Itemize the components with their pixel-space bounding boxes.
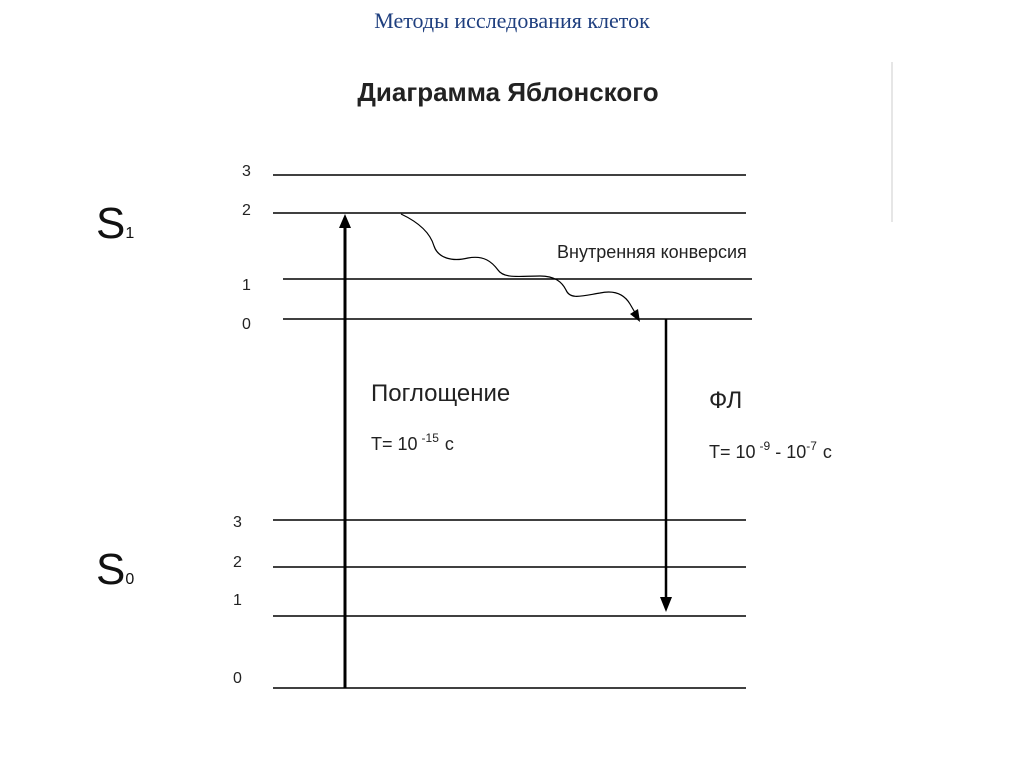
s1-level-1-label: 1 — [242, 277, 251, 294]
absorption-time-unit: с — [444, 434, 454, 454]
fluorescence-time-unit: с — [822, 442, 832, 462]
internal-conversion-arrow-head — [630, 309, 640, 322]
s1-level-2-label: 2 — [242, 202, 251, 219]
state-s1-subscript: 1 — [125, 225, 135, 242]
slide-title: Методы исследования клеток — [374, 8, 650, 33]
state-s0-subscript: 0 — [125, 571, 135, 588]
absorption-time-exponent: -15 — [421, 431, 439, 445]
s0-level-0-label: 0 — [233, 670, 242, 687]
absorption-time — [371, 431, 454, 454]
absorption-arrow-head — [339, 214, 351, 228]
internal-conversion-wavy-arrow — [401, 214, 637, 316]
fluorescence-time-exponent-1: -9 — [759, 439, 771, 453]
s1-level-3-label: 3 — [242, 163, 251, 180]
absorption-label: Поглощение — [371, 380, 511, 407]
fluorescence-time-mid: - 10 — [775, 442, 807, 462]
fluorescence-label: ФЛ — [709, 387, 743, 414]
fluorescence-time — [709, 439, 832, 462]
fluorescence-arrow-head — [660, 597, 672, 612]
s0-level-2-label: 2 — [233, 554, 242, 571]
state-s0-symbol: S — [96, 545, 126, 594]
state-s1-symbol: S — [96, 199, 126, 248]
s0-level-3-label: 3 — [233, 514, 242, 531]
state-s0-label — [96, 545, 134, 594]
s0-level-1-label: 1 — [233, 592, 242, 609]
absorption-time-prefix: T= 10 — [371, 434, 418, 454]
s1-level-0-label: 0 — [242, 316, 251, 333]
internal-conversion-label: Внутренняя конверсия — [557, 242, 747, 262]
state-s1-label — [96, 199, 134, 248]
diagram-title: Диаграмма Яблонского — [357, 77, 659, 107]
fluorescence-time-prefix: T= 10 — [709, 442, 756, 462]
fluorescence-time-exponent-2: -7 — [806, 439, 817, 453]
